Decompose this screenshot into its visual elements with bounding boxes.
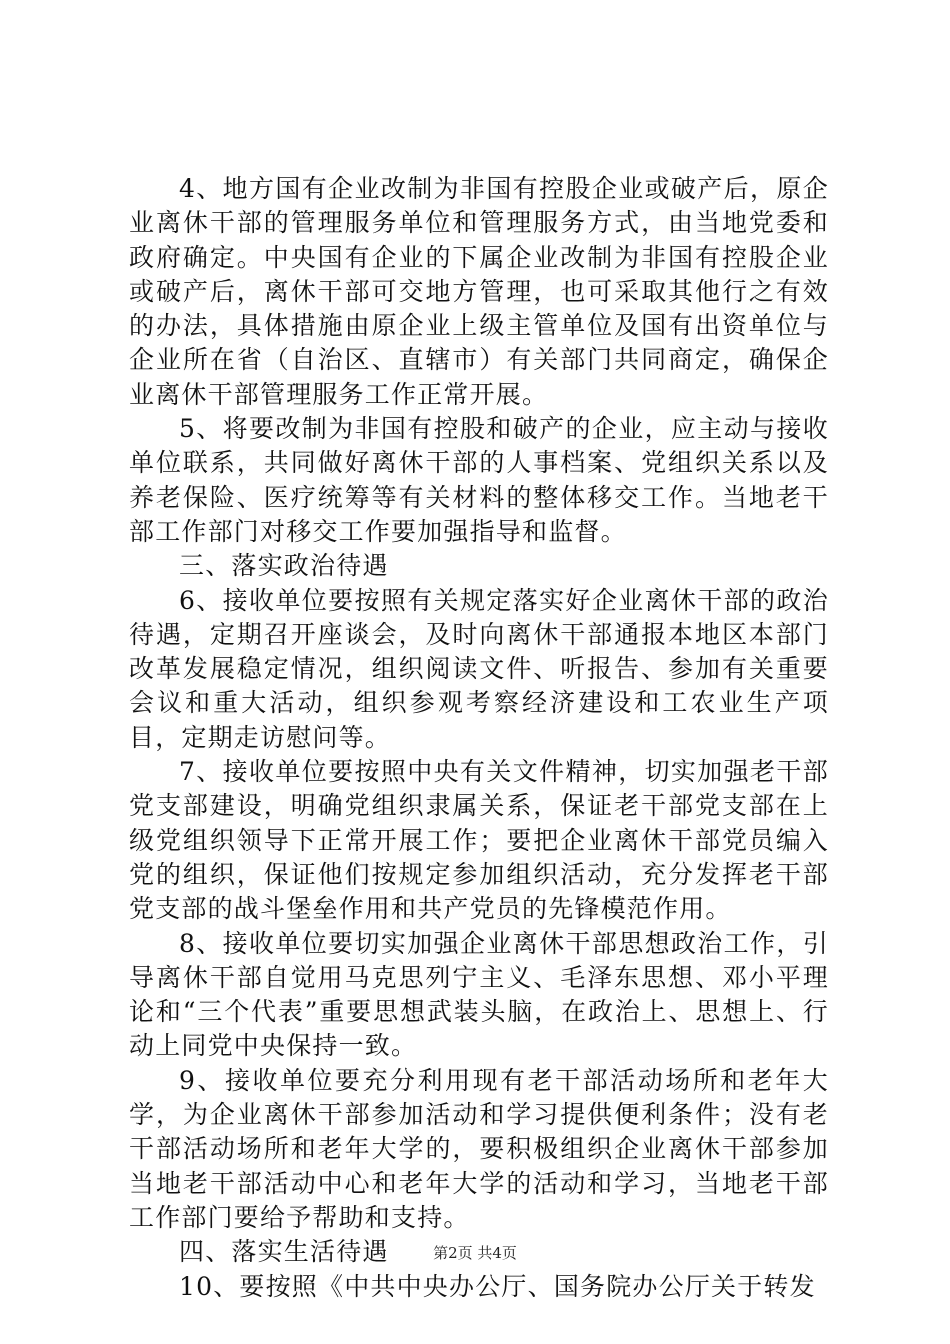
page-footer: 第2页 共4页 [433,1244,517,1262]
paragraph-5: 5、将要改制为非国有控股和破产的企业，应主动与接收单位联系，共同做好离休干部的人事档案、党组织关系以及养老保险、医疗统筹等有关材料的整体移交工作。当地老干部工作部门对移交工作要加强指导和监督。 [129,414,829,546]
paragraph-4: 4、地方国有企业改制为非国有控股企业或破产后，原企业离休干部的管理服务单位和管理服务方式，由当地党委和政府确定。中央国有企业的下属企业改制为非国有控股企业或破产后，离休干部可交地方管理，也可采取其他行之有效的办法，具体措施由原企业上级主管单位及国有出资单位与企业所在省（自治区、直辖市）有关部门共同商定，确保企业离休干部管理服务工作正常开展。 [129,174,829,409]
section-heading-political-treatment: 三、落实政治待遇 [179,551,389,581]
paragraph-8: 8、接收单位要切实加强企业离休干部思想政治工作，引导离休干部自觉用马克思列宁主义、毛泽东思想、邓小平理论和“三个代表”重要思想武装头脑，在政治上、思想上、行动上同党中央保持一致。 [129,928,829,1061]
paragraph-7: 7、接收单位要按照中央有关文件精神，切实加强老干部党支部建设，明确党组织隶属关系，保证老干部党支部在上级党组织领导下正常开展工作；要把企业离休干部党员编入党的组织，保证他们按规定参加组织活动，充分发挥老干部党支部的战斗堡垒作用和共产党员的先锋模范作用。 [129,757,829,924]
paragraph-10: 10、要按照《中共中央办公厅、国务院办公厅关于转发 [179,1271,816,1301]
document-body [129,172,829,1304]
paragraph-6: 6、接收单位要按照有关规定落实好企业离休干部的政治待遇，定期召开座谈会，及时向离休干部通报本地区本部门改革发展稳定情况，组织阅读文件、听报告、参加有关重要会议和重大活动，组织参观考察经济建设和工农业生产项目，定期走访慰问等。 [129,585,829,752]
paragraph-9: 9、接收单位要充分利用现有老干部活动场所和老年大学，为企业离休干部参加活动和学习提供便利条件；没有老干部活动场所和老年大学的，要积极组织企业离休干部参加当地老干部活动中心和老年大学的活动和学习，当地老干部工作部门要给予帮助和支持。 [129,1065,829,1232]
section-heading-living-treatment: 四、落实生活待遇 [179,1237,389,1267]
